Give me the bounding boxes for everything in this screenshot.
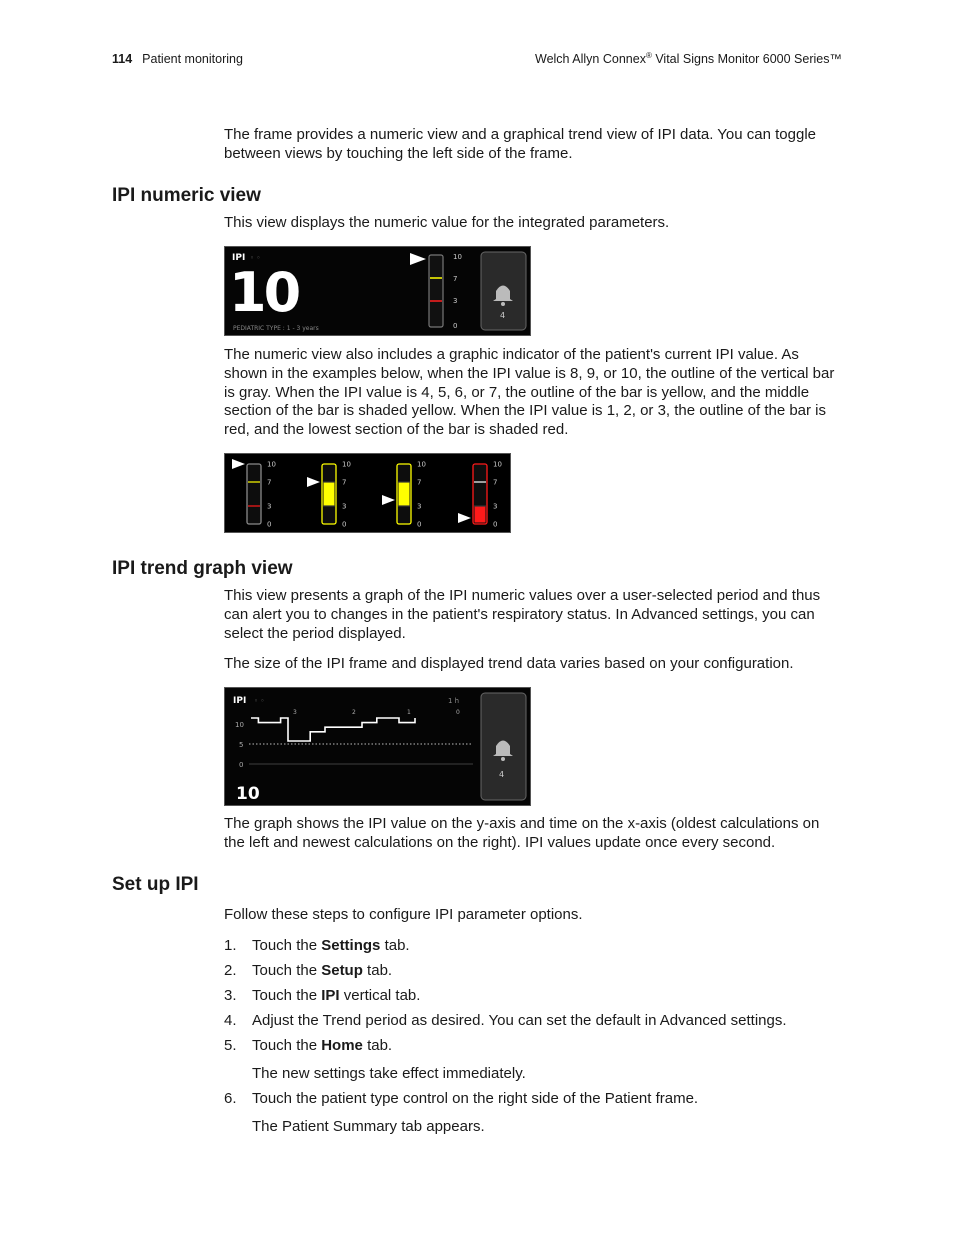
step-text: Touch the (252, 937, 322, 954)
step-text: Touch the (252, 987, 322, 1004)
numeric-view-explanation: The numeric view also includes a graphic indicator of the patient's current IPI value. As shown in the examples below, when the IPI value is 8, 9, or 10, the outline of the vertical bar is gray. When the IPI value is 4, 5, 6, or 7, the outline of the bar is yellow, and the middle section of the bar is shaded yellow. When the IPI value is 1, 2, or 3, the outline of the bar is red, and the lowest section of the bar is shaded red. (224, 346, 835, 439)
page-header-right (535, 51, 842, 66)
step-6-note: The Patient Summary tab appears. (252, 1118, 485, 1135)
step-text: Touch the (252, 1037, 322, 1054)
scale-tick-label: 3 (417, 502, 422, 511)
indicator-pointer-arrow (307, 477, 320, 487)
scale-tick-label: 7 (417, 478, 422, 487)
step-number: 6. (224, 1090, 237, 1107)
trend-mode-dots: ◦ ◦ (254, 697, 265, 705)
ipi-indicator-bar (429, 255, 443, 327)
step-number: 4. (224, 1012, 237, 1029)
scale-tick-label: 10 (493, 460, 502, 469)
scale-tick: 10 (453, 253, 462, 261)
indicator-pointer-arrow (458, 513, 471, 523)
numeric-view-description: This view displays the numeric value for the integrated parameters. (224, 214, 670, 231)
y-tick-label: 5 (239, 741, 244, 749)
brand-name: Welch Allyn Connex (535, 52, 646, 67)
bell-clapper (501, 302, 505, 306)
scale-tick-label: 3 (493, 502, 498, 511)
y-tick-label: 0 (239, 761, 244, 769)
step-emphasis: Home (321, 1037, 363, 1054)
trend-period-label[interactable]: 1 h (448, 697, 460, 705)
step-text: Touch the (252, 962, 322, 979)
scale-tick-label: 7 (342, 478, 347, 487)
heading-numeric-view: IPI numeric view (112, 185, 261, 206)
bell-clapper (501, 757, 505, 761)
setup-intro: Follow these steps to configure IPI parameter options. (224, 906, 583, 923)
indicator-bar (247, 464, 261, 524)
time-tick-label: 1 (407, 709, 411, 716)
indicator-examples-svg (225, 454, 510, 532)
scale-tick-label: 0 (417, 520, 422, 529)
time-tick-label: 3 (293, 709, 297, 716)
trend-view-paragraph-2: The size of the IPI frame and displayed trend data varies based on your configuration. (224, 655, 794, 672)
scale-tick-label: 7 (267, 478, 272, 487)
step-text: tab. (362, 1037, 393, 1054)
scale-tick-label: 10 (417, 460, 426, 469)
step-5-note: The new settings take effect immediately. (252, 1065, 526, 1082)
step-emphasis: Setup (321, 962, 363, 979)
y-tick-label: 10 (235, 721, 244, 729)
intro-paragraph: The frame provides a numeric view and a graphical trend view of IPI data. You can toggle between views by touching the left side of the frame. (224, 126, 817, 162)
alarm-count: 4 (500, 311, 506, 320)
trend-ipi-label: IPI (233, 696, 247, 706)
indicator-fill-yellow (399, 482, 410, 506)
scale-tick-label: 7 (493, 478, 498, 487)
product-name: Vital Signs Monitor 6000 Series™ (651, 52, 842, 67)
trend-view-paragraph-1: This view presents a graph of the IPI numeric values over a user-selected period and thus can alert you to changes in the patient's respiratory status. In Advanced settings, you can select the period displayed. (224, 587, 821, 642)
ipi-value: 10 (229, 261, 299, 324)
heading-setup: Set up IPI (112, 874, 199, 895)
registered-mark: ® (645, 51, 652, 60)
scale-tick-label: 10 (342, 460, 351, 469)
scale-tick: 0 (453, 322, 458, 330)
step-emphasis: Settings (321, 937, 381, 954)
scale-tick: 3 (453, 297, 458, 305)
step-number: 5. (224, 1037, 237, 1054)
indicator-fill-yellow (324, 482, 335, 506)
step-text: Touch the patient type control on the right side of the Patient frame. (252, 1090, 699, 1107)
patient-type-label[interactable]: PEDIATRIC TYPE : 1 - 3 years (233, 325, 319, 332)
scale-tick-label: 0 (267, 520, 272, 529)
step-number: 2. (224, 962, 237, 979)
scale-tick-label: 0 (493, 520, 498, 529)
scale-tick-label: 3 (342, 502, 347, 511)
ipi-numeric-frame[interactable] (224, 246, 531, 336)
section-name: Patient monitoring (142, 52, 243, 66)
heading-trend-view: IPI trend graph view (112, 558, 293, 579)
trend-current-value: 10 (236, 784, 260, 804)
step-number: 1. (224, 937, 237, 954)
indicator-pointer-arrow (382, 495, 395, 505)
indicator-fill-red (475, 506, 486, 523)
trend-alarm-count: 4 (499, 770, 505, 779)
ipi-label: IPI (232, 253, 246, 263)
time-tick-label: 0 (456, 709, 460, 716)
page-number: 114 (112, 52, 133, 66)
step-text: Adjust the Trend period as desired. You can set the default in Advanced settings. (252, 1012, 787, 1029)
scale-tick-label: 0 (342, 520, 347, 529)
ipi-trend-frame[interactable] (224, 687, 531, 806)
step-text: vertical tab. (339, 987, 421, 1004)
indicator-pointer-arrow (232, 459, 245, 469)
step-number: 3. (224, 987, 237, 1004)
step-emphasis: IPI (321, 987, 340, 1004)
scale-tick-label: 10 (267, 460, 276, 469)
scale-tick-label: 3 (267, 502, 272, 511)
step-text: tab. (380, 937, 410, 954)
ipi-mode-dots: ◦ ◦ (250, 254, 261, 262)
trend-view-explanation: The graph shows the IPI value on the y-axis and time on the x-axis (oldest calculations on the left and newest calculations on the right). IPI values update once every second. (224, 815, 820, 851)
scale-tick: 7 (453, 275, 458, 283)
step-text: tab. (362, 962, 393, 979)
indicator-examples-image (224, 453, 511, 533)
page-header-left (112, 52, 243, 66)
time-tick-label: 2 (352, 709, 356, 716)
